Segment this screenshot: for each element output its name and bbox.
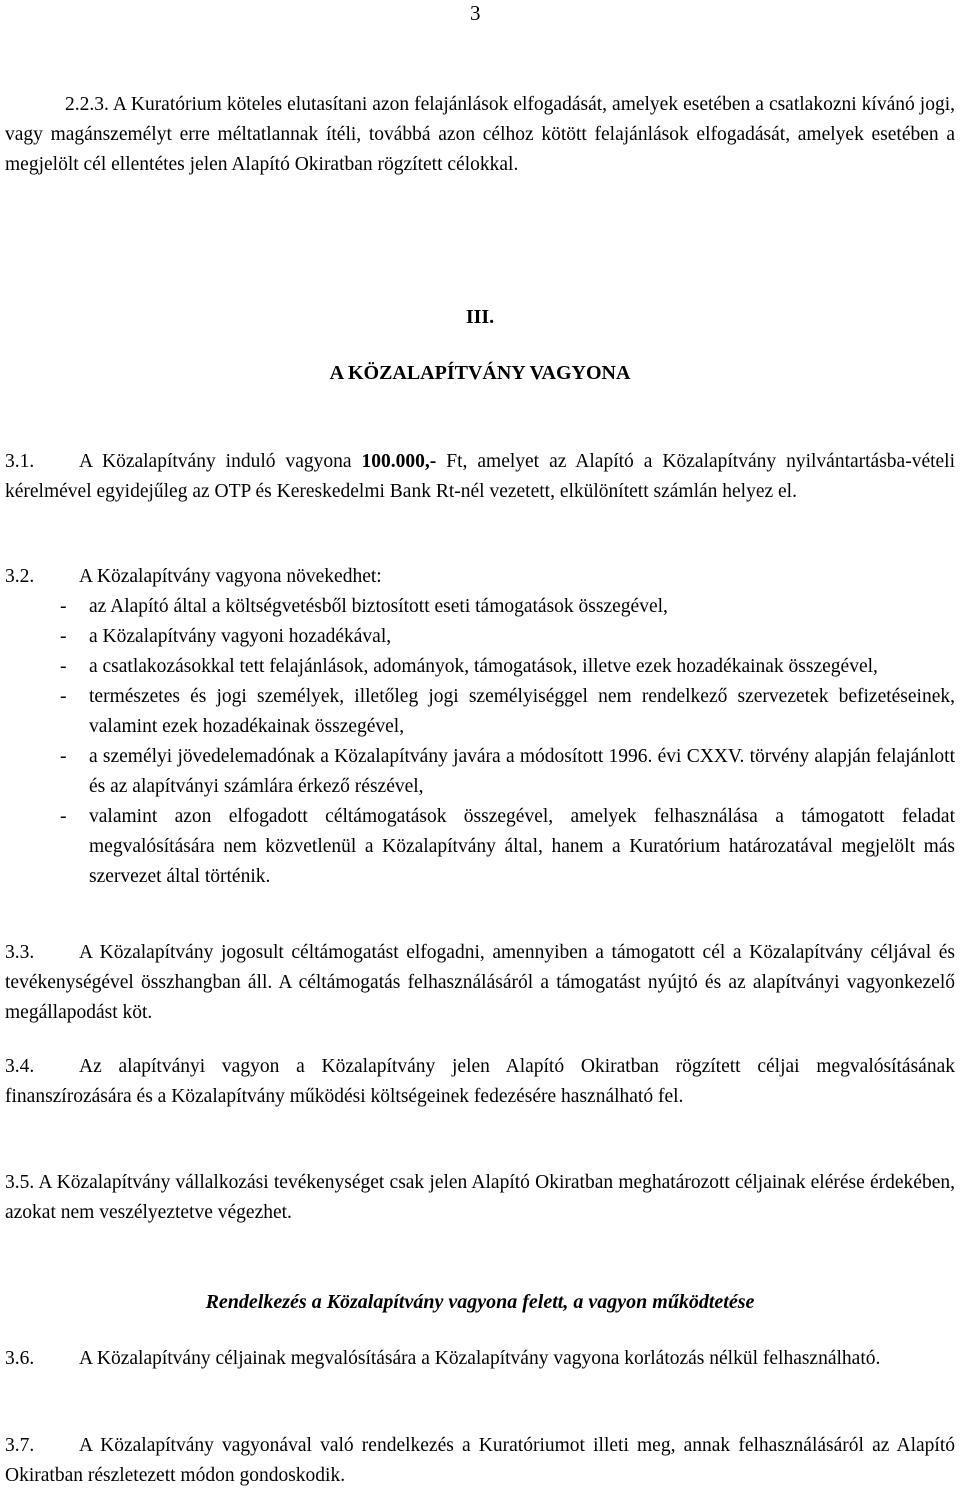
paragraph-number: 3.5. <box>5 1172 35 1193</box>
section-number: III. <box>465 306 495 328</box>
subheading: Rendelkezés a Közalapítvány vagyona felett, a vagyon működtetése <box>205 1291 755 1313</box>
paragraph-text: A Kuratórium köteles elutasítani azon felajánlások elfogadását, amelyek esetében a csatlakozni kívánó jogi, vagy magánszemélyt erre méltatlannak ítéli, továbbá azon célhoz kötött felajánlások elfogadását, amelyek esetében a megjelölt cél ellentétes jelen Alapító Okiratban rögzített célokkal. <box>5 94 955 175</box>
list-item: - az Alapító által a költségvetésből biztosított eseti támogatások összegével, <box>60 592 955 622</box>
paragraph-3-3 <box>5 938 955 1028</box>
list-item: - a személyi jövedelemadónak a Közalapítvány javára a módosított 1996. évi CXXV. törvény alapján felajánlott és az alapítványi számlára érkező részével, <box>60 742 955 802</box>
paragraph-3-4 <box>5 1052 955 1112</box>
dash-bullet: - <box>60 746 67 767</box>
paragraph-number: 3.6. <box>5 1348 35 1369</box>
paragraph-number: 3.7. <box>5 1435 35 1456</box>
dash-bullet: - <box>60 656 67 677</box>
paragraph-text: A Közalapítvány vagyona növekedhet: <box>79 566 382 587</box>
paragraph-text: Az alapítványi vagyon a Közalapítvány jelen Alapító Okiratban rögzített céljai megvalósításának finanszírozására és a Közalapítvány működési költségeinek fedezésére használható fel. <box>5 1056 955 1107</box>
page-number: 3 <box>470 1 481 25</box>
paragraph-3-2 <box>5 562 955 592</box>
paragraph-number: 2.2.3. <box>65 94 109 115</box>
list-item: - természetes és jogi személyek, illetőleg jogi személyiséggel nem rendelkező szervezetek befizetéseinek, valamint ezek hozadékainak összegével, <box>60 682 955 742</box>
paragraph-text: A Közalapítvány vállalkozási tevékenységet csak jelen Alapító Okiratban meghatározott céljainak elérése érdekében, azokat nem veszélyeztetve végezhet. <box>5 1172 955 1223</box>
section-title: A KÖZALAPÍTVÁNY VAGYONA <box>329 362 631 384</box>
paragraph-number: 3.1. <box>5 451 35 472</box>
initial-capital-amount: 100.000,- <box>361 451 437 472</box>
paragraph-text-b: Ft, amelyet az Alapító a Közalapítvány nyilvántartásba-vételi kérelmével egyidejűleg az OTP és Kereskedelmi Bank Rt-nél vezetett, elkülönített számlán helyez el. <box>5 451 956 502</box>
paragraph-text-a: A Közalapítvány induló vagyona <box>79 451 362 472</box>
paragraph-number: 3.2. <box>5 566 35 587</box>
paragraph-number: 3.3. <box>5 942 35 963</box>
dash-bullet: - <box>60 626 67 647</box>
paragraph-text: A Közalapítvány vagyonával való rendelkezés a Kuratóriumot illeti meg, annak felhasználásáról az Alapító Okiratban részletezett módon gondoskodik. <box>5 1435 955 1486</box>
paragraph-number: 3.4. <box>5 1056 35 1077</box>
list-item: - a Közalapítvány vagyoni hozadékával, <box>60 622 955 652</box>
dash-bullet: - <box>60 686 67 707</box>
asset-growth-list <box>60 592 955 892</box>
paragraph-text: A Közalapítvány jogosult céltámogatást elfogadni, amennyiben a támogatott cél a Közalapítvány céljával és tevékenységével összhangban áll. A céltámogatás felhasználásáról a támogatást nyújtó és az alapítványi vagyonkezelő megállapodást köt. <box>5 942 955 1023</box>
list-item: - valamint azon elfogadott céltámogatások összegével, amelyek felhasználása a támogatott feladat megvalósítására nem közvetlenül a Közalapítvány által, hanem a Kuratórium határozatával megjelölt más szervezet által történik. <box>60 802 955 892</box>
paragraph-3-6 <box>5 1344 955 1374</box>
paragraph-2-2-3 <box>5 90 955 180</box>
paragraph-3-1 <box>5 447 955 507</box>
dash-bullet: - <box>60 596 67 617</box>
dash-bullet: - <box>60 806 67 827</box>
paragraph-3-5 <box>5 1168 955 1228</box>
paragraph-text: A Közalapítvány céljainak megvalósítására a Közalapítvány vagyona korlátozás nélkül felhasználható. <box>79 1348 881 1369</box>
paragraph-3-7 <box>5 1431 955 1491</box>
list-item: - a csatlakozásokkal tett felajánlások, adományok, támogatások, illetve ezek hozadékainak összegével, <box>60 652 955 682</box>
